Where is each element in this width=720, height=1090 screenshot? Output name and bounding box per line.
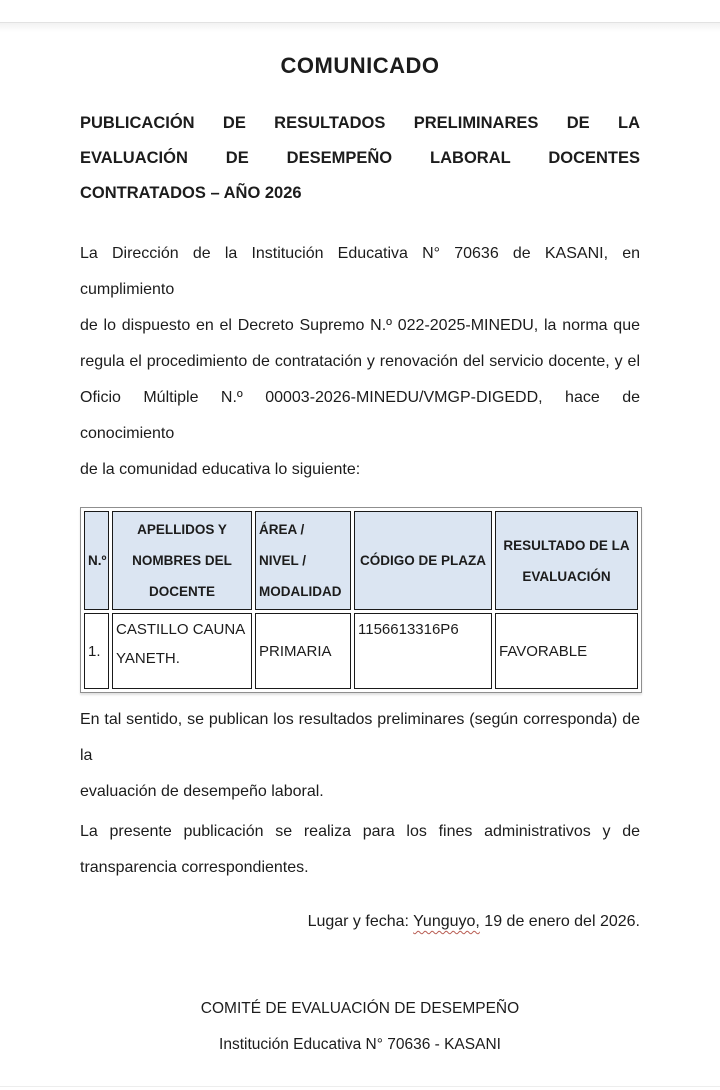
- closing1-line: En tal sentido, se publican los resultados preliminares (según corresponda) de la: [80, 711, 640, 765]
- heading-line: PUBLICACIÓN DE RESULTADOS PRELIMINARES DE LA: [80, 114, 640, 132]
- document-title: COMUNICADO: [280, 53, 440, 78]
- signature-institution: Institución Educativa N° 70636 - KASANI: [219, 1036, 501, 1054]
- col-header-numero: N.º: [84, 511, 109, 610]
- intro-line: de lo dispuesto en el Decreto Supremo N.º 022-2025-MINEDU, la norma que: [80, 317, 640, 334]
- intro-line: de la comunidad educativa lo siguiente:: [80, 461, 361, 478]
- col-header-apellidos: APELLIDOS Y NOMBRES DEL DOCENTE: [112, 511, 252, 610]
- closing-paragraph-1: [80, 702, 640, 810]
- closing1-line: evaluación de desempeño laboral.: [80, 783, 324, 801]
- date-prefix: Lugar y fecha:: [307, 913, 414, 931]
- col-header-resultado: RESULTADO DE LA EVALUACIÓN: [495, 511, 638, 610]
- signature-committee: COMITÉ DE EVALUACIÓN DE DESEMPEÑO: [200, 1000, 520, 1018]
- cell-numero: 1.: [84, 613, 109, 689]
- col-header-codigo-plaza: CÓDIGO DE PLAZA: [354, 511, 492, 610]
- date-suffix: 19 de enero del 2026.: [479, 913, 640, 931]
- cell-resultado: FAVORABLE: [495, 613, 638, 689]
- document-heading: [80, 106, 640, 211]
- closing2-line: transparencia correspondientes.: [80, 859, 309, 877]
- misspelled-word-squiggle: Yunguyo,: [413, 913, 480, 931]
- intro-paragraph: [80, 236, 640, 488]
- table-header-row: [84, 511, 638, 610]
- intro-line: regula el procedimiento de contratación y renovación del servicio docente, y el: [80, 353, 640, 370]
- closing2-line: La presente publicación se realiza para los fines administrativos y de: [80, 823, 640, 841]
- results-table: [80, 507, 642, 693]
- cell-apellidos: CASTILLO CAUNA YANETH.: [112, 613, 252, 689]
- cell-area-nivel: PRIMARIA: [255, 613, 351, 689]
- place-date-line: [80, 913, 640, 931]
- table-row: [84, 613, 638, 689]
- heading-line: CONTRATADOS – AÑO 2026: [80, 184, 302, 202]
- signature-block: [80, 991, 640, 1063]
- cell-codigo-plaza: 1156613316P6: [354, 613, 492, 689]
- heading-line: EVALUACIÓN DE DESEMPEÑO LABORAL DOCENTES: [80, 149, 640, 167]
- col-header-area-nivel: ÁREA / NIVEL / MODALIDAD: [255, 511, 351, 610]
- intro-line: La Dirección de la Institución Educativa N° 70636 de KASANI, en cumplimiento: [80, 245, 640, 298]
- closing-paragraph-2: [80, 814, 640, 886]
- intro-line: Oficio Múltiple N.º 00003-2026-MINEDU/VMGP-DIGEDD, hace de conocimiento: [80, 389, 640, 442]
- page-bottom-edge: [0, 1086, 720, 1087]
